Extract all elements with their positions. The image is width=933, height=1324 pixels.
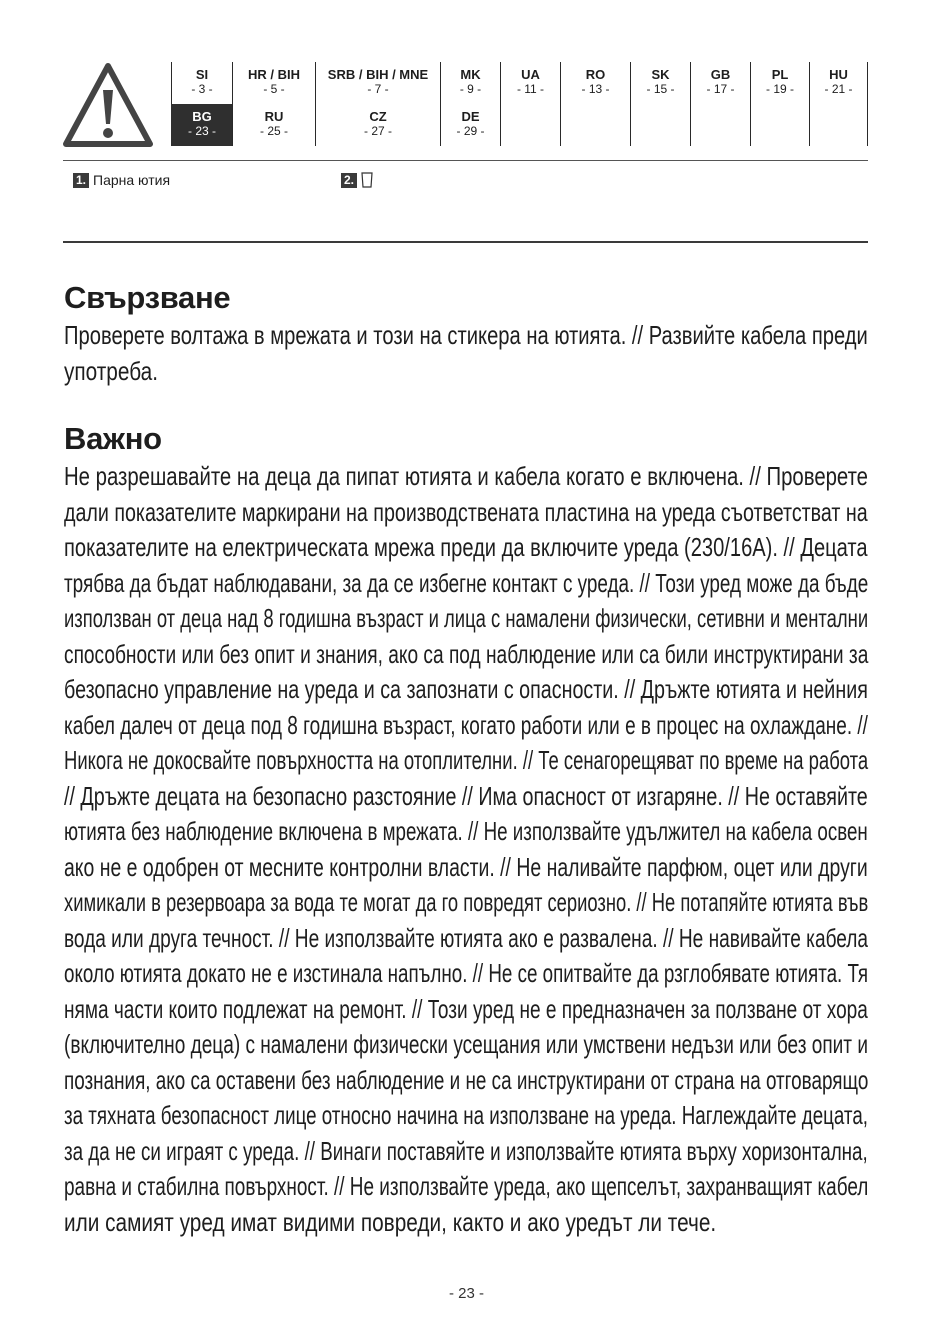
lang-page: - 21 -: [824, 82, 853, 96]
paragraph-line: ютията без наблюдение включена в мрежата. // Не използвайте удължител на кабела освен: [64, 816, 868, 846]
lang-cell-pl[interactable]: [750, 62, 809, 104]
lang-cell-empty: [500, 104, 560, 146]
paragraph-line: употреба.: [64, 355, 158, 386]
lang-code: RO: [585, 67, 606, 82]
paragraph-line: за да не си играят с уреда. // Винаги поставяйте и използвайте ютията върху хоризонтална,: [64, 1135, 868, 1166]
part-item-2: [341, 172, 373, 188]
paragraph-line: химикали в резервоара за вода те могат да го повредят сериозно. // Не потапяйте ютията във: [64, 887, 869, 917]
lang-page: - 27 -: [363, 124, 392, 138]
warning-triangle-icon: [62, 60, 154, 150]
paragraph-line: способности или без опит и знания, ако са под наблюдение или са били инструктирани за: [64, 638, 869, 669]
connect-paragraph: [64, 318, 868, 389]
lang-cell-de[interactable]: [440, 104, 500, 146]
lang-cell-si[interactable]: [171, 62, 232, 104]
lang-page: - 9 -: [459, 82, 482, 96]
part-item-1: [73, 172, 170, 188]
lang-cell-empty: [750, 104, 809, 146]
lang-cell-empty: [560, 104, 630, 146]
lang-cell-ua[interactable]: [500, 62, 560, 104]
section-title-important: Важно: [64, 421, 162, 456]
lang-code: SRB / BIH / MNE: [327, 67, 429, 82]
lang-cell-cz[interactable]: [315, 104, 440, 146]
paragraph-line: кабел далеч от деца под 8 годишна възраст, когато работи или е в процес на охлаждане. //: [64, 709, 868, 740]
important-paragraph: [64, 459, 868, 1240]
paragraph-line: безопасно управление на уреда и са запознати с опасности. // Дръжте ютията и нейния: [64, 674, 868, 704]
paragraph-line: познания, ако са оставени без наблюдение и не са инструктирани от страна на отговарящо: [64, 1064, 869, 1095]
lang-page: - 3 -: [191, 82, 213, 96]
paragraph-line: Никога не докосвайте повърхността на отоплителни. // Те сенагорещяват по време на работа: [64, 745, 869, 775]
lang-cell-empty: [630, 104, 690, 146]
paragraph-line: около ютията докато не е изстинала напълно. // Не се опитвайте да рзглобявате ютията. Тя: [64, 958, 869, 988]
part-number: 2.: [341, 173, 357, 188]
lang-code: GB: [710, 67, 731, 82]
paragraph-line: (включително деца) с намалени физически усещания или умствени недъзи или без опит и: [64, 1029, 868, 1059]
lang-page: - 25 -: [259, 124, 288, 138]
cup-icon: [361, 172, 373, 188]
page-number: - 23 -: [448, 1285, 484, 1302]
lang-code: MK: [460, 67, 481, 82]
lang-cell-gb[interactable]: [690, 62, 750, 104]
paragraph-line: трябва да бъдат наблюдавани, за да се избегне контакт с уреда. // Този уред може да бъде: [64, 567, 869, 598]
lang-cell-empty: [809, 104, 868, 146]
lang-code: UA: [521, 67, 540, 82]
lang-cell-sk[interactable]: [630, 62, 690, 104]
language-row-1: [171, 62, 868, 104]
paragraph-line: няма части които подлежат на ремонт. // Този уред не е предназначен за ползване от хора: [64, 993, 868, 1024]
paragraph-line: дали показателите маркирани на производствената пластина на уреда съответстват на: [64, 496, 868, 527]
part-label: Парна ютия: [93, 172, 171, 188]
language-row-2: [171, 104, 868, 146]
lang-page: - 19 -: [765, 82, 794, 96]
lang-cell-hu[interactable]: [809, 62, 868, 104]
lang-cell-srb-bih-mne[interactable]: [315, 62, 440, 104]
lang-cell-bg-active[interactable]: [171, 104, 232, 146]
paragraph-line: ако не е одобрен от месните контролни власти. // Не наливайте парфюм, оцет или други: [64, 851, 868, 882]
language-index-table: [171, 62, 868, 146]
paragraph-line: използван от деца над 8 годишна възраст и лица с намалени физически, сетивни и ментални: [64, 603, 869, 633]
paragraph-line: Не разрешавайте на деца да пипат ютията и кабела когато е включена. // Проверете: [64, 461, 868, 491]
lang-cell-empty: [690, 104, 750, 146]
lang-code: HR / BIH: [248, 67, 300, 82]
lang-cell-mk[interactable]: [440, 62, 500, 104]
lang-code: SI: [195, 67, 209, 82]
lang-page: - 17 -: [706, 82, 735, 96]
paragraph-line: вода или друга течност. // Не използвайте ютията ако е развалена. // Не навивайте кабела: [64, 922, 869, 953]
lang-code: PL: [771, 67, 789, 82]
paragraph-line: за тяхната безопасност лице относно начина на използване на уреда. Наглеждайте децата,: [64, 1100, 868, 1130]
lang-page: - 15 -: [646, 82, 675, 96]
paragraph-line: Проверете волтажа в мрежата и този на стикера на ютията. // Развийте кабела преди: [64, 320, 868, 350]
lang-page: - 5 -: [263, 82, 285, 96]
paragraph-line: равна и стабилна повърхност. // Не използвайте уреда, ако щепселът, захранващият кабел: [64, 1171, 869, 1201]
lang-page: - 11 -: [516, 82, 545, 96]
lang-code: BG: [192, 109, 212, 124]
lang-page: - 13 -: [581, 82, 610, 96]
paragraph-line: показателите на електрическата мрежа преди да включите уреда (230/16A). // Децата: [64, 532, 868, 562]
section-divider: [63, 241, 868, 243]
lang-code: DE: [461, 109, 480, 124]
lang-code: HU: [829, 67, 848, 82]
part-number: 1.: [73, 173, 89, 188]
paragraph-line: или самият уред имат видими повреди, както и ако уредът ли тече.: [64, 1206, 717, 1237]
lang-cell-ro[interactable]: [560, 62, 630, 104]
section-title-connect: Свързване: [64, 280, 231, 315]
lang-page: - 23 -: [187, 124, 216, 138]
divider-line: [63, 160, 868, 161]
paragraph-line: // Дръжте децата на безопасно разстояние // Има опасност от изгаряне. // Не оставяйте: [64, 780, 868, 811]
lang-code: CZ: [369, 109, 387, 124]
lang-cell-hr-bih[interactable]: [232, 62, 315, 104]
lang-page: - 7 -: [367, 82, 389, 96]
lang-code: RU: [264, 109, 284, 124]
lang-code: SK: [651, 67, 670, 82]
lang-page: - 29 -: [456, 124, 485, 138]
lang-cell-ru[interactable]: [232, 104, 315, 146]
